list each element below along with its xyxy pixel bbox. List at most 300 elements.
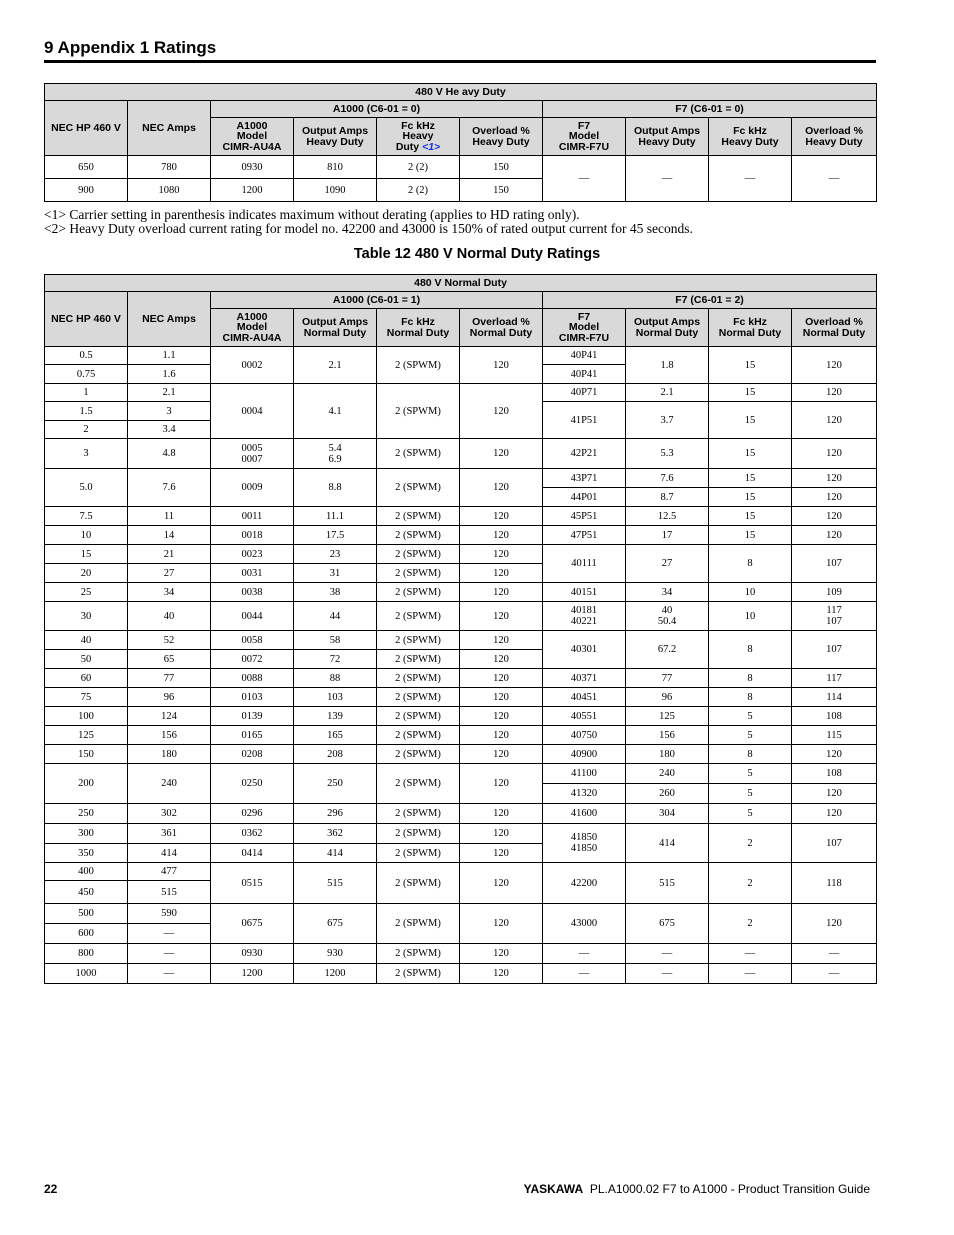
nec-amps-cell: 40	[128, 602, 211, 631]
nec-hp-cell: 500	[45, 904, 128, 924]
table-row	[45, 824, 877, 844]
a1000-fc-cell: 2 (SPWM)	[377, 602, 460, 631]
f7-fc-cell: 8	[709, 545, 792, 583]
a1000-output-cell: 58	[294, 631, 377, 650]
f7-model-cell: —	[543, 964, 626, 984]
a1000-overload-cell: 120	[460, 804, 543, 824]
a1000-fc-cell: 2 (SPWM)	[377, 545, 460, 564]
nec-amps-cell: 414	[128, 844, 211, 863]
a1000-fc-cell: 2 (SPWM)	[377, 824, 460, 844]
a1000-model-cell: 0362	[211, 824, 294, 844]
table-row	[45, 707, 877, 726]
hd-header-f-output: Output Amps Heavy Duty	[626, 118, 709, 156]
f7-model-cell: 47P51	[543, 526, 626, 545]
f7-overload-cell: 108	[792, 707, 877, 726]
f7-output-cell: 7.6	[626, 469, 709, 488]
a1000-model-cell: 0023	[211, 545, 294, 564]
f7-overload-cell: 120	[792, 439, 877, 469]
table-caption: Table 12 480 V Normal Duty Ratings	[353, 246, 601, 262]
a1000-overload-cell: 120	[460, 764, 543, 804]
f7-output-cell: 304	[626, 804, 709, 824]
f7-output-cell: 5.3	[626, 439, 709, 469]
f7-overload-cell: 109	[792, 583, 877, 602]
a1000-fc-cell: 2 (SPWM)	[377, 726, 460, 745]
nec-hp-cell: 2	[45, 421, 128, 439]
a1000-fc-cell: 2 (SPWM)	[377, 863, 460, 904]
a1000-fc-cell: 2 (SPWM)	[377, 583, 460, 602]
nec-amps-cell: 21	[128, 545, 211, 564]
a1000-overload-cell: 120	[460, 726, 543, 745]
nd-header-f-overload: Overload % Normal Duty	[792, 309, 877, 347]
table-row	[45, 469, 877, 488]
f7-overload-cell: 107	[792, 545, 877, 583]
a1000-overload-cell: 120	[460, 631, 543, 650]
nec-amps-cell: 27	[128, 564, 211, 583]
nec-hp-cell: 450	[45, 881, 128, 904]
a1000-overload-cell: 120	[460, 964, 543, 984]
f7-output-cell: 3.7	[626, 402, 709, 439]
f7-fc-cell: 5	[709, 726, 792, 745]
f7-fc-cell: 5	[709, 804, 792, 824]
a1000-output-cell: 31	[294, 564, 377, 583]
f7-fc-cell: —	[709, 944, 792, 964]
a1000-fc-cell: 2 (SPWM)	[377, 564, 460, 583]
a1000-output-cell: 5.4 6.9	[294, 439, 377, 469]
footnote-2: <2> Heavy Duty overload current rating for model no. 42200 and 43000 is 150% of rated output current for 45 seconds.	[44, 221, 693, 236]
table-row: 650 780 0930 810 2 (2) 150 — — — —	[45, 156, 877, 179]
f7-fc-cell: —	[709, 964, 792, 984]
f7-output-cell: 260	[626, 784, 709, 804]
f7-fc-cell: 2	[709, 824, 792, 863]
nd-group-f7: F7 (C6-01 = 2)	[543, 292, 877, 309]
nec-hp-cell: 15	[45, 545, 128, 564]
nec-hp-cell: 800	[45, 944, 128, 964]
normal-duty-table	[44, 274, 877, 984]
a1000-fc-cell: 2 (SPWM)	[377, 669, 460, 688]
nec-hp-cell: 0.75	[45, 365, 128, 384]
f7-overload-cell: 120	[792, 384, 877, 402]
a1000-fc-cell: 2 (SPWM)	[377, 439, 460, 469]
f7-model-cell: 41100	[543, 764, 626, 784]
f7-output-cell: 2.1	[626, 384, 709, 402]
a1000-output-cell: 414	[294, 844, 377, 863]
f7-overload-cell: 107	[792, 631, 877, 669]
f7-model-cell: 43P71	[543, 469, 626, 488]
nd-table-title: 480 V Normal Duty	[45, 275, 877, 292]
a1000-overload-cell: 120	[460, 545, 543, 564]
nec-amps-cell: 4.8	[128, 439, 211, 469]
nec-amps-cell: 34	[128, 583, 211, 602]
f7-overload-cell: 118	[792, 863, 877, 904]
f7-model-cell: 42200	[543, 863, 626, 904]
a1000-model-cell: 0005 0007	[211, 439, 294, 469]
nec-amps-cell: 515	[128, 881, 211, 904]
a1000-overload-cell: 120	[460, 707, 543, 726]
table-row	[45, 904, 877, 924]
table-row	[45, 726, 877, 745]
hd-group-a1000: A1000 (C6-01 = 0)	[211, 101, 543, 118]
nec-hp-cell: 40	[45, 631, 128, 650]
a1000-output-cell: 515	[294, 863, 377, 904]
f7-overload-cell: 120	[792, 904, 877, 944]
a1000-overload-cell: 120	[460, 745, 543, 764]
a1000-output-cell: 4.1	[294, 384, 377, 439]
nd-header-nec-amps: NEC Amps	[128, 292, 211, 347]
f7-output-cell: 414	[626, 824, 709, 863]
f7-fc-cell: 15	[709, 488, 792, 507]
a1000-output-cell: 139	[294, 707, 377, 726]
a1000-model-cell: 0038	[211, 583, 294, 602]
a1000-output-cell: 208	[294, 745, 377, 764]
a1000-output-cell: 930	[294, 944, 377, 964]
nec-hp-cell: 50	[45, 650, 128, 669]
a1000-output-cell: 23	[294, 545, 377, 564]
a1000-overload-cell: 120	[460, 863, 543, 904]
a1000-output-cell: 250	[294, 764, 377, 804]
a1000-model-cell: 0296	[211, 804, 294, 824]
table-row	[45, 863, 877, 881]
nec-hp-cell: 400	[45, 863, 128, 881]
a1000-output-cell: 72	[294, 650, 377, 669]
f7-model-cell: 40111	[543, 545, 626, 583]
f7-output-cell: 17	[626, 526, 709, 545]
f7-fc-cell: 5	[709, 784, 792, 804]
table-row	[45, 545, 877, 564]
nec-hp-cell: 300	[45, 824, 128, 844]
hd-header-a-model: A1000 Model CIMR-AU4A	[211, 118, 294, 156]
f7-model-cell: 40P71	[543, 384, 626, 402]
table-row	[45, 631, 877, 650]
f7-model-cell: 44P01	[543, 488, 626, 507]
f7-fc-cell: 15	[709, 469, 792, 488]
a1000-output-cell: 362	[294, 824, 377, 844]
f7-fc-cell: 15	[709, 439, 792, 469]
table-row	[45, 764, 877, 784]
nd-header-a-overload: Overload % Normal Duty	[460, 309, 543, 347]
nec-hp-cell: 200	[45, 764, 128, 804]
a1000-model-cell: 0031	[211, 564, 294, 583]
hd-header-a-overload: Overload % Heavy Duty	[460, 118, 543, 156]
nec-amps-cell: 14	[128, 526, 211, 545]
f7-output-cell: 40 50.4	[626, 602, 709, 631]
a1000-output-cell: 165	[294, 726, 377, 745]
a1000-fc-cell: 2 (SPWM)	[377, 688, 460, 707]
f7-fc-cell: 8	[709, 631, 792, 669]
f7-fc-cell: 8	[709, 745, 792, 764]
table-row	[45, 745, 877, 764]
nec-amps-cell: 240	[128, 764, 211, 804]
f7-fc-cell: 2	[709, 904, 792, 944]
a1000-output-cell: 38	[294, 583, 377, 602]
hd-header-nec-hp: NEC HP 460 V	[45, 101, 128, 156]
nd-header-a-output: Output Amps Normal Duty	[294, 309, 377, 347]
nec-amps-cell: —	[128, 924, 211, 944]
f7-output-cell: 180	[626, 745, 709, 764]
hd-header-nec-amps: NEC Amps	[128, 101, 211, 156]
nec-amps-cell: 156	[128, 726, 211, 745]
a1000-output-cell: 296	[294, 804, 377, 824]
f7-output-cell: —	[626, 944, 709, 964]
f7-model-cell: 40551	[543, 707, 626, 726]
f7-model-cell: 41P51	[543, 402, 626, 439]
f7-fc-cell: 8	[709, 669, 792, 688]
f7-fc-cell: 8	[709, 688, 792, 707]
a1000-fc-cell: 2 (SPWM)	[377, 507, 460, 526]
nec-hp-cell: 250	[45, 804, 128, 824]
a1000-model-cell: 0072	[211, 650, 294, 669]
nec-amps-cell: 477	[128, 863, 211, 881]
hd-header-a-output: Output Amps Heavy Duty	[294, 118, 377, 156]
a1000-model-cell: 0088	[211, 669, 294, 688]
f7-overload-cell: 120	[792, 745, 877, 764]
nec-amps-cell: —	[128, 944, 211, 964]
table-row: 900 1080 1200 1090 2 (2) 150	[45, 179, 877, 202]
a1000-output-cell: 2.1	[294, 347, 377, 384]
f7-model-cell: 40371	[543, 669, 626, 688]
a1000-overload-cell: 120	[460, 650, 543, 669]
f7-output-cell: 8.7	[626, 488, 709, 507]
nec-amps-cell: 590	[128, 904, 211, 924]
nec-amps-cell: 3.4	[128, 421, 211, 439]
nd-header-a-fc: Fc kHz Normal Duty	[377, 309, 460, 347]
a1000-overload-cell: 120	[460, 564, 543, 583]
hd-header-a-fc: Fc kHz Heavy Duty <1>	[377, 118, 460, 156]
a1000-fc-cell: 2 (SPWM)	[377, 526, 460, 545]
nec-amps-cell: 11	[128, 507, 211, 526]
footnote-1: <1> Carrier setting in parenthesis indicates maximum without derating (applies to HD rating only).	[44, 207, 580, 222]
a1000-model-cell: 0002	[211, 347, 294, 384]
f7-output-cell: 156	[626, 726, 709, 745]
a1000-fc-cell: 2 (SPWM)	[377, 764, 460, 804]
footnote-ref-link[interactable]: <1>	[422, 140, 441, 153]
a1000-overload-cell: 120	[460, 669, 543, 688]
table-row	[45, 347, 877, 365]
nec-amps-cell: 96	[128, 688, 211, 707]
brand-name: YASKAWA	[523, 1182, 584, 1196]
nd-header-f-fc: Fc kHz Normal Duty	[709, 309, 792, 347]
f7-output-cell: 675	[626, 904, 709, 944]
a1000-output-cell: 88	[294, 669, 377, 688]
f7-overload-cell: 120	[792, 804, 877, 824]
nec-hp-cell: 100	[45, 707, 128, 726]
f7-fc-cell: 2	[709, 863, 792, 904]
a1000-model-cell: 0004	[211, 384, 294, 439]
nec-hp-cell: 60	[45, 669, 128, 688]
f7-overload-cell: 120	[792, 784, 877, 804]
f7-fc-cell: 10	[709, 602, 792, 631]
nec-hp-cell: 25	[45, 583, 128, 602]
nec-amps-cell: 302	[128, 804, 211, 824]
f7-overload-cell: 120	[792, 507, 877, 526]
a1000-overload-cell: 120	[460, 439, 543, 469]
nec-amps-cell: 65	[128, 650, 211, 669]
a1000-output-cell: 11.1	[294, 507, 377, 526]
f7-output-cell: 27	[626, 545, 709, 583]
table-row	[45, 944, 877, 964]
f7-overload-cell: —	[792, 944, 877, 964]
f7-fc-cell: 5	[709, 707, 792, 726]
f7-fc-cell: 10	[709, 583, 792, 602]
a1000-fc-cell: 2 (SPWM)	[377, 469, 460, 507]
nec-hp-cell: 350	[45, 844, 128, 863]
a1000-model-cell: 0044	[211, 602, 294, 631]
nec-hp-cell: 1	[45, 384, 128, 402]
f7-fc-cell: 15	[709, 526, 792, 545]
f7-overload-cell: 120	[792, 347, 877, 384]
f7-output-cell: —	[626, 964, 709, 984]
f7-model-cell: 40451	[543, 688, 626, 707]
nec-hp-cell: 75	[45, 688, 128, 707]
a1000-model-cell: 0165	[211, 726, 294, 745]
f7-output-cell: 12.5	[626, 507, 709, 526]
f7-model-cell: 45P51	[543, 507, 626, 526]
table-row	[45, 688, 877, 707]
a1000-fc-cell: 2 (SPWM)	[377, 707, 460, 726]
a1000-model-cell: 0139	[211, 707, 294, 726]
a1000-model-cell: 0058	[211, 631, 294, 650]
doc-name: PL.A1000.02 F7 to A1000 - Product Transition Guide	[589, 1182, 870, 1196]
f7-output-cell: 67.2	[626, 631, 709, 669]
f7-overload-cell: —	[792, 964, 877, 984]
f7-model-cell: 41320	[543, 784, 626, 804]
a1000-overload-cell: 120	[460, 944, 543, 964]
table-row	[45, 804, 877, 824]
f7-model-cell: 41600	[543, 804, 626, 824]
f7-output-cell: 240	[626, 764, 709, 784]
nec-amps-cell: 124	[128, 707, 211, 726]
a1000-overload-cell: 120	[460, 688, 543, 707]
a1000-overload-cell: 120	[460, 844, 543, 863]
f7-model-cell: 43000	[543, 904, 626, 944]
f7-model-cell: 40301	[543, 631, 626, 669]
table-row	[45, 669, 877, 688]
a1000-model-cell: 0208	[211, 745, 294, 764]
table-row	[45, 602, 877, 631]
hd-group-f7: F7 (C6-01 = 0)	[543, 101, 877, 118]
nd-group-a1000: A1000 (C6-01 = 1)	[211, 292, 543, 309]
nec-hp-cell: 125	[45, 726, 128, 745]
a1000-overload-cell: 120	[460, 507, 543, 526]
f7-overload-cell: 114	[792, 688, 877, 707]
f7-output-cell: 1.8	[626, 347, 709, 384]
f7-output-cell: 125	[626, 707, 709, 726]
nec-hp-cell: 10	[45, 526, 128, 545]
page-header-title: 9 Appendix 1 Ratings	[44, 38, 217, 57]
f7-overload-cell: 120	[792, 469, 877, 488]
nd-header-nec-hp: NEC HP 460 V	[45, 292, 128, 347]
f7-output-cell: 34	[626, 583, 709, 602]
nec-amps-cell: 1.6	[128, 365, 211, 384]
f7-overload-cell: 120	[792, 402, 877, 439]
hd-header-f-model: F7 Model CIMR-F7U	[543, 118, 626, 156]
table-row	[45, 964, 877, 984]
f7-fc-cell: 15	[709, 402, 792, 439]
nec-amps-cell: 2.1	[128, 384, 211, 402]
a1000-overload-cell: 120	[460, 526, 543, 545]
nec-hp-cell: 150	[45, 745, 128, 764]
a1000-overload-cell: 120	[460, 469, 543, 507]
a1000-fc-cell: 2 (SPWM)	[377, 964, 460, 984]
f7-output-cell: 515	[626, 863, 709, 904]
f7-overload-cell: 107	[792, 824, 877, 863]
nec-hp-cell: 0.5	[45, 347, 128, 365]
a1000-output-cell: 1200	[294, 964, 377, 984]
nec-amps-cell: 77	[128, 669, 211, 688]
a1000-overload-cell: 120	[460, 602, 543, 631]
a1000-overload-cell: 120	[460, 824, 543, 844]
a1000-fc-cell: 2 (SPWM)	[377, 844, 460, 863]
a1000-fc-cell: 2 (SPWM)	[377, 804, 460, 824]
a1000-fc-cell: 2 (SPWM)	[377, 631, 460, 650]
nec-amps-cell: —	[128, 964, 211, 984]
nec-amps-cell: 7.6	[128, 469, 211, 507]
f7-model-cell: 40750	[543, 726, 626, 745]
f7-model-cell: 40151	[543, 583, 626, 602]
f7-overload-cell: 115	[792, 726, 877, 745]
f7-overload-cell: 117 107	[792, 602, 877, 631]
nec-hp-cell: 3	[45, 439, 128, 469]
a1000-output-cell: 44	[294, 602, 377, 631]
nec-hp-cell: 1.5	[45, 402, 128, 421]
f7-model-cell: 40P41	[543, 365, 626, 384]
nec-amps-cell: 52	[128, 631, 211, 650]
f7-output-cell: 96	[626, 688, 709, 707]
heavy-duty-table	[44, 83, 877, 202]
a1000-fc-cell: 2 (SPWM)	[377, 384, 460, 439]
f7-model-cell: 41850 41850	[543, 824, 626, 863]
a1000-fc-cell: 2 (SPWM)	[377, 944, 460, 964]
f7-model-cell: 42P21	[543, 439, 626, 469]
a1000-model-cell: 0103	[211, 688, 294, 707]
nec-hp-cell: 20	[45, 564, 128, 583]
a1000-fc-cell: 2 (SPWM)	[377, 745, 460, 764]
a1000-model-cell: 1200	[211, 964, 294, 984]
nd-header-f-output: Output Amps Normal Duty	[626, 309, 709, 347]
a1000-output-cell: 103	[294, 688, 377, 707]
a1000-fc-cell: 2 (SPWM)	[377, 347, 460, 384]
a1000-overload-cell: 120	[460, 904, 543, 944]
a1000-fc-cell: 2 (SPWM)	[377, 904, 460, 944]
f7-output-cell: 77	[626, 669, 709, 688]
hd-header-f-fc: Fc kHz Heavy Duty	[709, 118, 792, 156]
f7-fc-cell: 15	[709, 347, 792, 384]
a1000-model-cell: 0515	[211, 863, 294, 904]
table-row	[45, 583, 877, 602]
a1000-model-cell: 0009	[211, 469, 294, 507]
a1000-fc-cell: 2 (SPWM)	[377, 650, 460, 669]
footer-doc-title	[524, 1182, 870, 1196]
nec-amps-cell: 180	[128, 745, 211, 764]
f7-overload-cell: 108	[792, 764, 877, 784]
a1000-model-cell: 0011	[211, 507, 294, 526]
a1000-output-cell: 675	[294, 904, 377, 944]
a1000-model-cell: 0250	[211, 764, 294, 804]
nec-amps-cell: 1.1	[128, 347, 211, 365]
hd-header-f-overload: Overload % Heavy Duty	[792, 118, 877, 156]
nd-header-f-model: F7 Model CIMR-F7U	[543, 309, 626, 347]
f7-model-cell: 40P41	[543, 347, 626, 365]
nec-hp-cell: 600	[45, 924, 128, 944]
f7-model-cell: —	[543, 944, 626, 964]
a1000-model-cell: 0930	[211, 944, 294, 964]
nec-hp-cell: 7.5	[45, 507, 128, 526]
nec-amps-cell: 3	[128, 402, 211, 421]
f7-model-cell: 40900	[543, 745, 626, 764]
header-rule	[44, 60, 876, 63]
table-row	[45, 439, 877, 469]
a1000-model-cell: 0675	[211, 904, 294, 944]
f7-fc-cell: 15	[709, 507, 792, 526]
